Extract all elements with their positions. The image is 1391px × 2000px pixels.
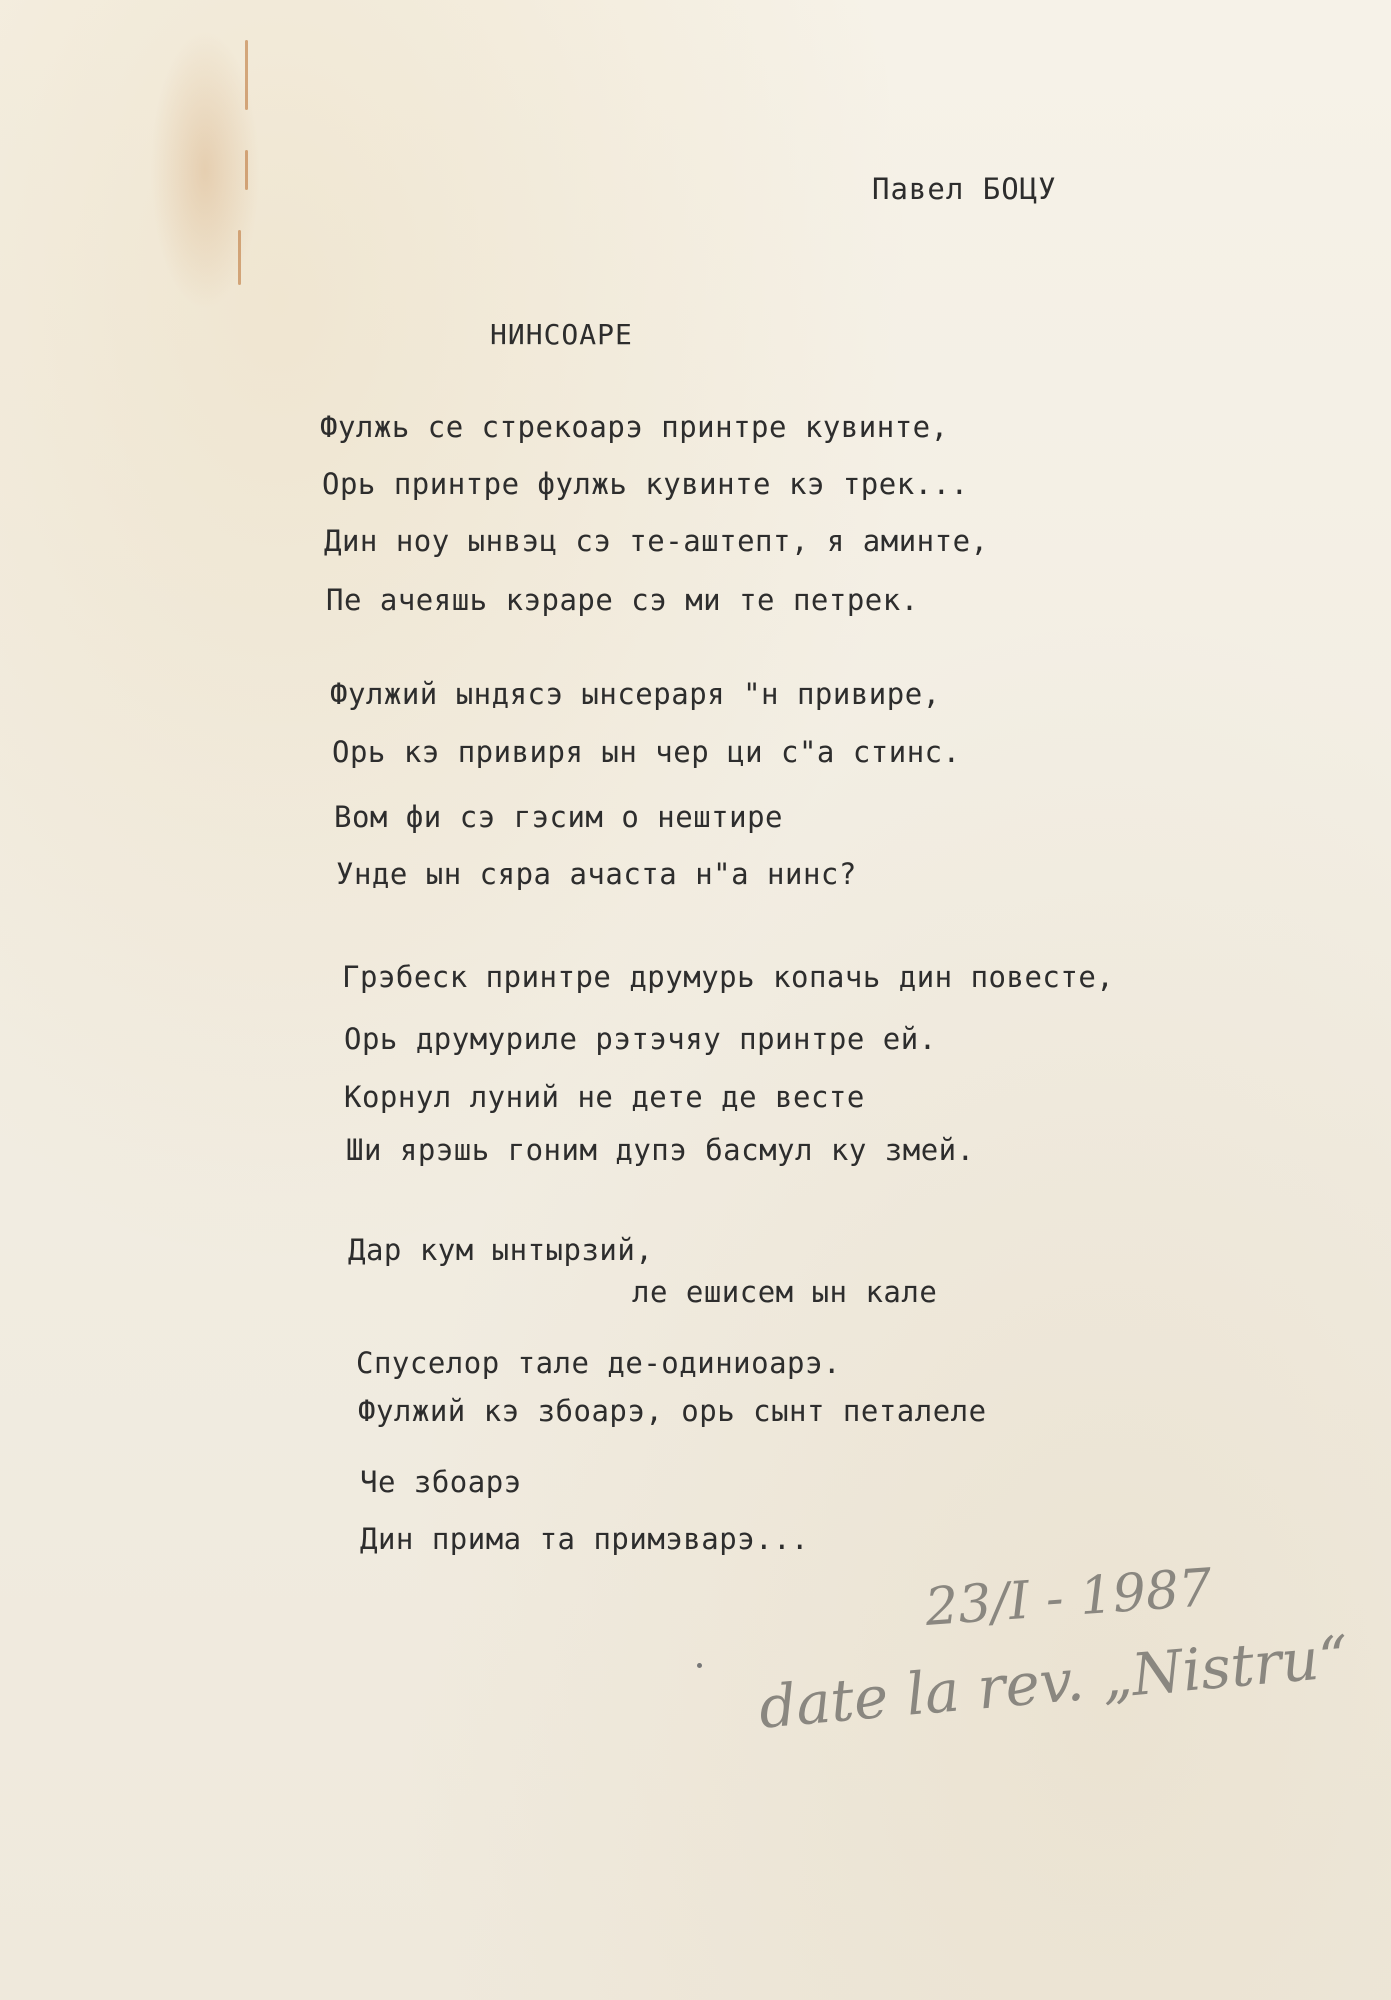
poem-line: Вом фи сэ гэсим о нештире [334,800,783,834]
handwritten-date: 23/I - 1987 [923,1558,1214,1638]
paper-edge-mark [238,230,241,285]
poem-line: Фулжь се стрекоарэ принтре кувинте, [320,410,949,444]
poem-line: Фулжий кэ збоарэ, орь сынт петалеле [358,1394,987,1428]
poem-line: ле ешисем ын кале [632,1275,938,1309]
poem-line: Спуселор тале де-одиниоарэ. [356,1346,841,1380]
author-name: Павел БОЦУ [872,172,1057,206]
paper-stain [150,30,260,310]
handwritten-note: date la rev. „Nistru“ [756,1622,1352,1742]
poem-line: Унде ын сяра ачаста н"а нинс? [336,857,857,891]
poem-line: Пе ачеяшь кэраре сэ ми те петрек. [326,583,919,617]
paper-edge-mark [245,150,248,190]
poem-line: Корнул луний не дете де весте [344,1080,865,1114]
poem-line: Орь кэ привиря ын чер ци с"а стинс. [332,735,961,769]
poem-line: Ши ярэшь гоним дупэ басмул ку змей. [346,1133,975,1167]
poem-line: Орь принтре фулжь кувинте кэ трек... [322,467,969,501]
poem-title: НИНСОАРЕ [490,318,633,351]
poem-line: Фулжий ындясэ ынсераря "н привире, [330,677,941,711]
poem-line: Грэбеск принтре друмурь копачь дин повесте, [342,960,1115,994]
poem-line: Че збоарэ [360,1465,522,1499]
poem-line: Орь друмуриле рэтэчяу принтре ей. [344,1022,937,1056]
poem-line: Дин ноу ынвэц сэ те-аштепт, я аминте, [324,524,989,558]
ink-dot [697,1663,702,1668]
poem-line: Дин прима та примэварэ... [360,1522,809,1556]
paper-edge-mark [245,40,248,110]
poem-line: Дар кум ынтырзий, [348,1233,654,1267]
